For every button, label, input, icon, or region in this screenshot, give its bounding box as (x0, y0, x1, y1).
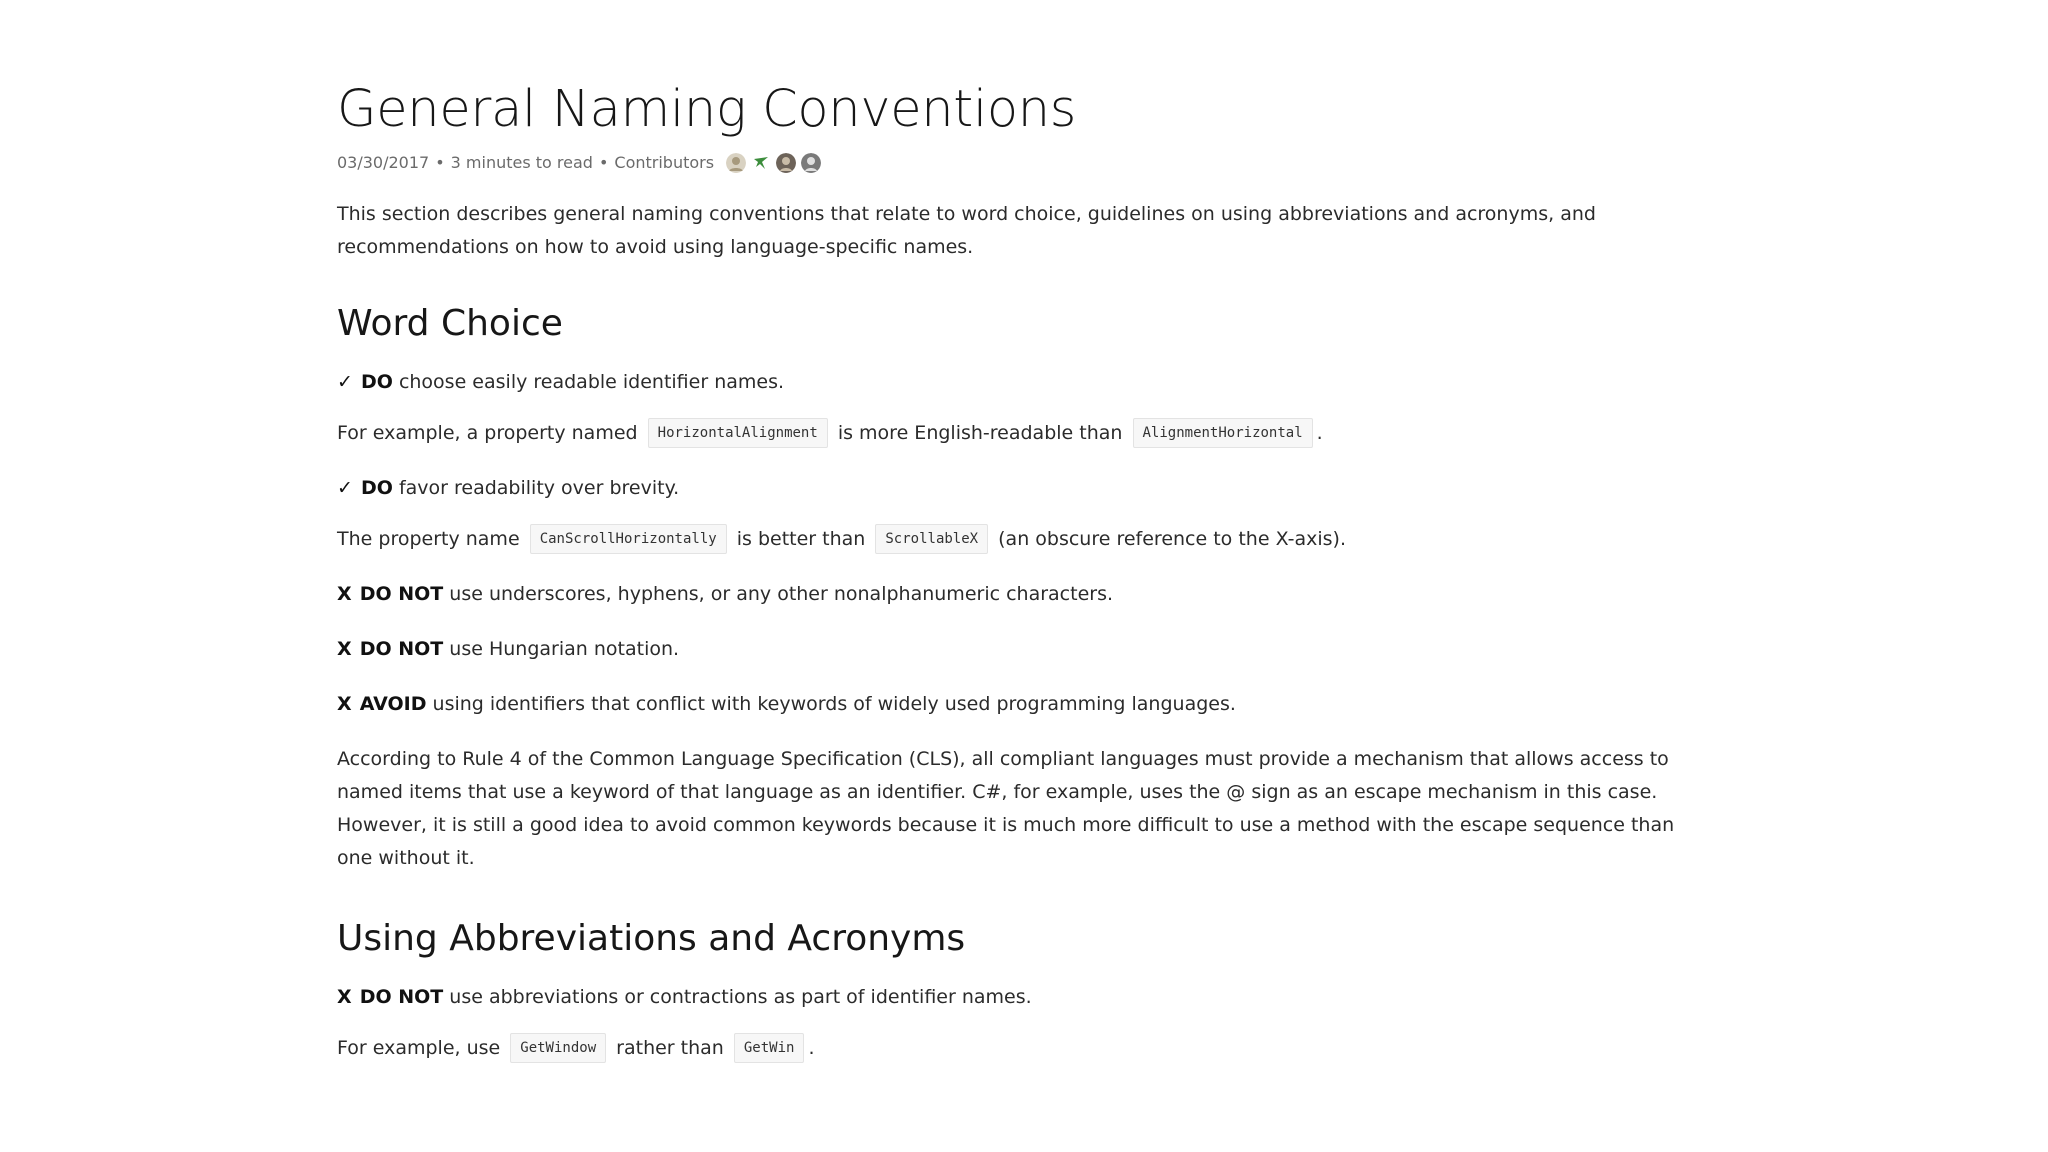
guideline-keyword: DO NOT (359, 986, 444, 1008)
section-heading-abbreviations: Using Abbreviations and Acronyms (337, 918, 966, 959)
check-icon: ✓ (337, 371, 353, 393)
contributor-avatars (726, 153, 821, 173)
example-paragraph (337, 1032, 1727, 1065)
guideline-do-favor-readability (337, 472, 1727, 505)
guideline-text: choose easily readable identifier names. (392, 371, 785, 393)
meta-separator: • (598, 153, 609, 172)
guideline-text: use Hungarian notation. (443, 638, 680, 660)
code-snippet: AlignmentHorizontal (1133, 418, 1313, 448)
article (337, 78, 1727, 1065)
x-icon: X (337, 693, 352, 715)
code-snippet: GetWin (734, 1033, 805, 1063)
guideline-keyword: DO (360, 371, 393, 393)
contributor-avatar-4[interactable] (801, 153, 821, 173)
guideline-do-not-abbreviations (337, 981, 1727, 1014)
section-heading-word-choice: Word Choice (337, 303, 563, 344)
guideline-avoid-keywords (337, 688, 1727, 721)
example-text: rather than (610, 1037, 730, 1059)
guideline-keyword: DO (360, 477, 393, 499)
example-paragraph (337, 523, 1727, 556)
x-icon: X (337, 583, 352, 605)
guideline-text: favor readability over brevity. (392, 477, 680, 499)
contributor-avatar-2[interactable] (751, 153, 771, 173)
guideline-keyword: DO NOT (359, 583, 444, 605)
code-snippet: ScrollableX (875, 524, 988, 554)
x-icon: X (337, 986, 352, 1008)
page-title: General Naming Conventions (337, 80, 1077, 139)
check-icon: ✓ (337, 477, 353, 499)
x-icon: X (337, 638, 352, 660)
example-text: The property name (337, 528, 526, 550)
guideline-keyword: AVOID (359, 693, 427, 715)
example-text: (an obscure reference to the X-axis). (992, 528, 1347, 550)
guideline-do-not-underscores (337, 578, 1727, 611)
publish-date: 03/30/2017 (337, 153, 430, 172)
example-text: is more English-readable than (831, 422, 1129, 444)
avatar-icon (801, 153, 821, 173)
example-text: For example, a property named (337, 422, 644, 444)
contributor-avatar-1[interactable] (726, 153, 746, 173)
guideline-do-not-hungarian (337, 633, 1727, 666)
read-time: 3 minutes to read (450, 153, 593, 172)
code-snippet: GetWindow (510, 1033, 606, 1063)
guideline-keyword: DO NOT (359, 638, 444, 660)
example-text: is better than (730, 528, 872, 550)
guideline-text: use abbreviations or contractions as part of identifier names. (443, 986, 1032, 1008)
example-text: For example, use (337, 1037, 507, 1059)
contributor-avatar-3[interactable] (776, 153, 796, 173)
avatar-icon (776, 153, 796, 173)
avatar-icon (751, 153, 771, 173)
code-snippet: HorizontalAlignment (648, 418, 828, 448)
example-paragraph (337, 417, 1727, 450)
cls-paragraph: According to Rule 4 of the Common Language Specification (CLS), all compliant languages must provide a mechanism that allows access to named items that use a keyword of that language as an identifier. C#, for example, uses the @ sign as an escape mechanism in this case. However, it is still a good idea to avoid common keywords because it is much more difficult to use a method with the escape sequence than one without it. (337, 748, 1675, 869)
article-metadata (337, 152, 1727, 174)
contributors-link[interactable]: Contributors (614, 153, 715, 172)
guideline-text: use underscores, hyphens, or any other nonalphanumeric characters. (443, 583, 1114, 605)
meta-separator: • (435, 153, 445, 172)
intro-paragraph: This section describes general naming conventions that relate to word choice, guidelines on using abbreviations and acronyms, and recommendations on how to avoid using language-specific names. (337, 203, 1596, 258)
example-text: . (1316, 422, 1323, 444)
guideline-text: using identifiers that conflict with keywords of widely used programming languages. (426, 693, 1236, 715)
example-text: . (808, 1037, 815, 1059)
code-snippet: CanScrollHorizontally (530, 524, 727, 554)
guideline-do-readable-names (337, 366, 1727, 399)
avatar-icon (726, 153, 746, 173)
